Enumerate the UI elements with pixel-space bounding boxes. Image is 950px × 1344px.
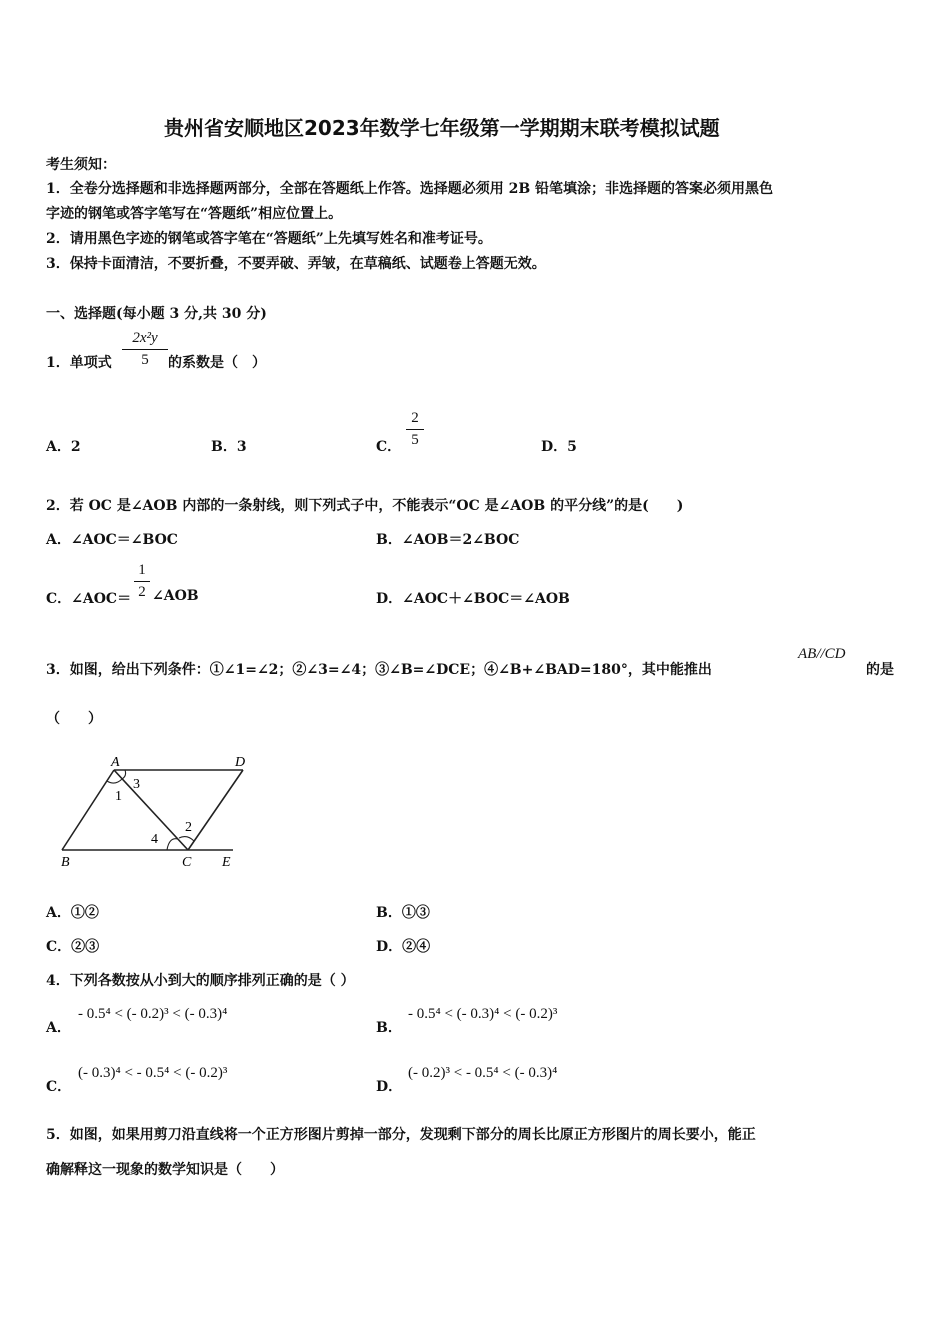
q3-condition: AB//CD [798, 646, 846, 662]
angle-3-arc [122, 770, 126, 779]
q3-option-d[interactable]: D．②④ [376, 939, 431, 955]
q1-fraction [122, 330, 168, 369]
angle-4-label: 4 [151, 832, 158, 847]
q3-geometry-figure [55, 752, 255, 872]
angle-1-arc [107, 779, 122, 783]
label-d: D [235, 755, 246, 770]
q1-fraction-denominator: 5 [141, 352, 149, 368]
q2-option-a[interactable]: A．∠AOC＝∠BOC [46, 532, 178, 548]
line-ba [62, 770, 114, 850]
angle-2-label: 2 [185, 820, 192, 835]
q1-fraction-numerator: 2x²y [132, 330, 158, 346]
q1-option-c-denominator: 5 [411, 432, 419, 448]
q5-line-1: 5．如图，如果用剪刀沿直线将一个正方形图片剪掉一部分，发现剩下部分的周长比原正方形图片的周长要小，能正 [46, 1127, 756, 1143]
q2-stem: 2．若 OC 是∠AOB 内部的一条射线，则下列式子中，不能表示“OC 是∠AOB 的平分线”的是( ) [46, 498, 684, 514]
q1-option-a[interactable]: A．2 [46, 439, 81, 455]
q1-option-d[interactable]: D．5 [541, 439, 577, 455]
page-title: 贵州省安顺地区2023年数学七年级第一学期期末联考模拟试题 [164, 116, 720, 140]
q4-option-b: - 0.5⁴ < (- 0.3)⁴ < (- 0.2)³ [408, 1006, 558, 1022]
q3-suffix: 的是 [866, 662, 894, 678]
q4-option-d: (- 0.2)³ < - 0.5⁴ < (- 0.3)⁴ [408, 1065, 558, 1081]
label-a: A [111, 755, 120, 770]
q4-option-a-label[interactable]: A． [46, 1020, 71, 1036]
q3-paren: （ ） [46, 711, 102, 727]
q2-option-c-denominator: 2 [138, 584, 146, 600]
q5-line-2: 确解释这一现象的数学知识是（ ） [46, 1162, 284, 1178]
q1-prefix: 1．单项式 [46, 355, 112, 371]
q2-option-d[interactable]: D．∠AOC＋∠BOC＝∠AOB [376, 591, 570, 607]
label-c: C [182, 855, 192, 870]
q4-option-c-label[interactable]: C． [46, 1079, 72, 1095]
section-heading: 一、选择题(每小题 3 分,共 30 分) [46, 306, 267, 322]
q3-option-c[interactable]: C．②③ [46, 939, 100, 955]
q1-option-b[interactable]: B．3 [211, 439, 247, 455]
q3-option-b[interactable]: B．①③ [376, 905, 430, 921]
angle-1-label: 1 [115, 789, 122, 804]
label-b: B [61, 855, 70, 870]
q4-option-d-label[interactable]: D． [376, 1079, 403, 1095]
angle-2-arc [179, 837, 194, 841]
q1-option-c-numerator: 2 [411, 410, 419, 426]
q2-option-c[interactable] [46, 588, 131, 608]
line-dc [188, 770, 243, 850]
q4-option-a: - 0.5⁴ < (- 0.2)³ < (- 0.3)⁴ [78, 1006, 228, 1022]
q4-stem: 4．下列各数按从小到大的顺序排列正确的是（ ） [46, 973, 355, 989]
notice-line-1b: 字迹的钢笔或答字笔写在“答题纸”相应位置上。 [46, 206, 343, 222]
label-e: E [222, 855, 231, 870]
q3-stem: 3．如图，给出下列条件：①∠1=∠2；②∠3=∠4；③∠B=∠DCE；④∠B+∠BAD=180°，其中能推出 [46, 662, 712, 678]
q1-option-c[interactable]: C． [376, 439, 402, 455]
q4-option-c: (- 0.3)⁴ < - 0.5⁴ < (- 0.2)³ [78, 1065, 228, 1081]
q2-option-c-fraction [134, 562, 150, 601]
q2-option-b[interactable]: B．∠AOB＝2∠BOC [376, 532, 520, 548]
q2-option-c-pre: C．∠AOC＝ [46, 591, 132, 607]
q2-option-c-post: ∠AOB [152, 588, 199, 604]
q1-suffix: 的系数是（ ） [168, 355, 266, 371]
q2-option-c-numerator: 1 [138, 562, 146, 578]
q3-option-a[interactable]: A．①② [46, 905, 99, 921]
notice-heading: 考生须知： [46, 157, 116, 173]
q1-option-c-fraction [406, 410, 424, 449]
notice-line-1a: 1．全卷分选择题和非选择题两部分，全部在答题纸上作答。选择题必须用 2B 铅笔填涂；非选择题的答案必须用黑色 [46, 181, 774, 197]
angle-3-label: 3 [133, 777, 140, 792]
angle-4-arc [167, 839, 178, 850]
notice-line-2: 2．请用黑色字迹的钢笔或答字笔在“答题纸”上先填写姓名和准考证号。 [46, 231, 492, 247]
notice-line-3: 3．保持卡面清洁，不要折叠，不要弄破、弄皱，在草稿纸、试题卷上答题无效。 [46, 256, 546, 272]
q4-option-b-label[interactable]: B． [376, 1020, 402, 1036]
